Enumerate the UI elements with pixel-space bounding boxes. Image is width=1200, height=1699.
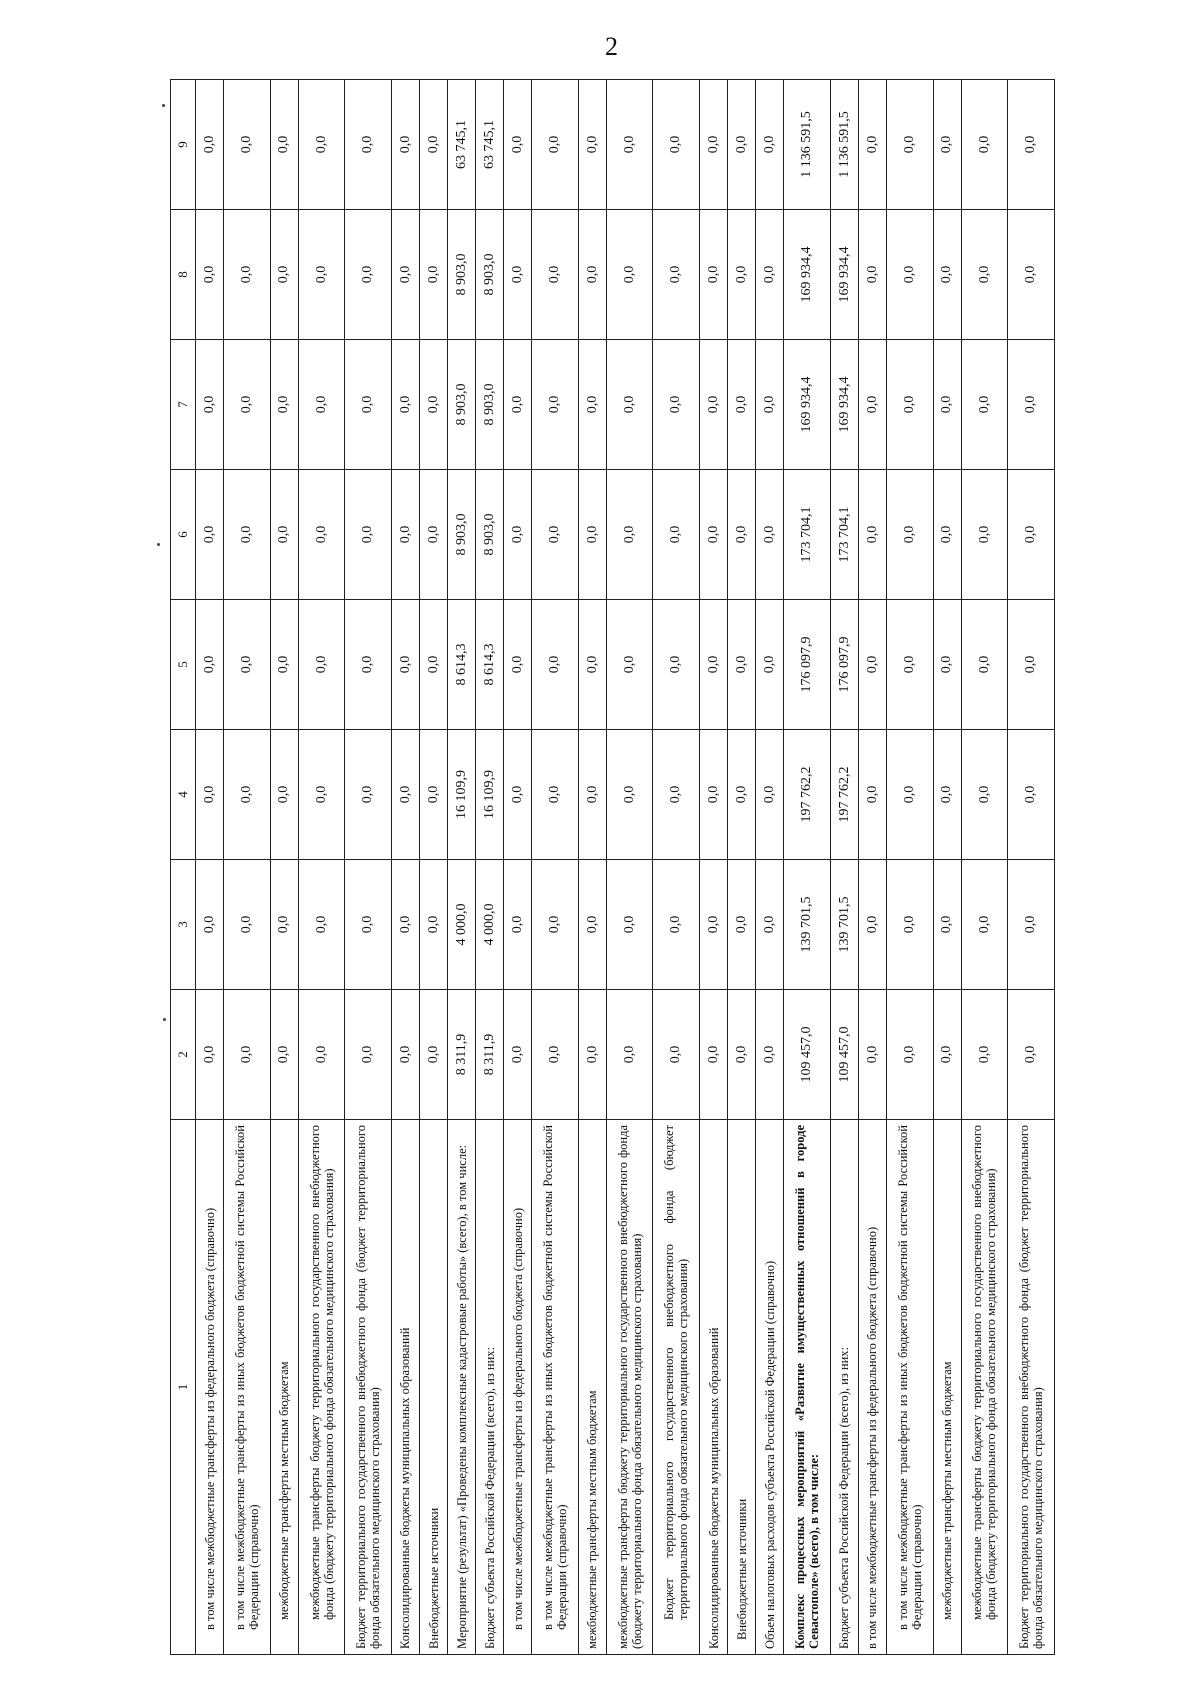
- table-row: [756, 80, 784, 1655]
- value-cell: 0,0: [578, 470, 606, 600]
- value-cell: 0,0: [653, 730, 700, 860]
- row-label-cell: межбюджетные трансферты бюджету территориального государственного внебюджетного фонда (бюджету территориального фонда обязательного медицинского страхования): [298, 1120, 345, 1655]
- value-cell: 0,0: [606, 860, 653, 990]
- value-cell: 0,0: [504, 340, 532, 470]
- row-label-cell: в том числе межбюджетные трансферты из иных бюджетов бюджетной системы Российской Федерации (справочно): [532, 1120, 579, 1655]
- header-cell: 6: [171, 470, 196, 600]
- table-row: [700, 80, 728, 1655]
- value-cell: 0,0: [961, 730, 1008, 860]
- row-label-cell: Бюджет субъекта Российской Федерации (всего), из них:: [476, 1120, 504, 1655]
- value-cell: 0,0: [886, 340, 933, 470]
- value-cell: 0,0: [532, 990, 579, 1120]
- value-cell: 0,0: [728, 990, 756, 1120]
- value-cell: 0,0: [933, 80, 961, 210]
- value-cell: 0,0: [933, 470, 961, 600]
- row-label-cell: в том числе межбюджетные трансферты из федерального бюджета (справочно): [504, 1120, 532, 1655]
- value-cell: 0,0: [858, 990, 886, 1120]
- table-row: [1008, 80, 1055, 1655]
- value-cell: 0,0: [578, 80, 606, 210]
- value-cell: 0,0: [961, 340, 1008, 470]
- value-cell: 0,0: [933, 860, 961, 990]
- value-cell: 0,0: [224, 210, 271, 340]
- value-cell: 0,0: [1008, 990, 1055, 1120]
- value-cell: 0,0: [270, 210, 298, 340]
- table-row: [298, 80, 345, 1655]
- value-cell: 0,0: [961, 860, 1008, 990]
- value-cell: 0,0: [391, 860, 419, 990]
- value-cell: 0,0: [224, 470, 271, 600]
- value-cell: 0,0: [270, 730, 298, 860]
- value-cell: 63 745,1: [476, 80, 504, 210]
- value-cell: 0,0: [933, 210, 961, 340]
- budget-table: [170, 79, 1055, 1655]
- value-cell: 169 934,4: [784, 210, 831, 340]
- value-cell: 0,0: [504, 600, 532, 730]
- row-label-cell: межбюджетные трансферты бюджету территориального государственного внебюджетного фонда (бюджету территориального фонда обязательного медицинского страхования): [606, 1120, 653, 1655]
- value-cell: 0,0: [653, 80, 700, 210]
- table-row: [858, 80, 886, 1655]
- row-label-cell: межбюджетные трансферты местным бюджетам: [270, 1120, 298, 1655]
- value-cell: 0,0: [532, 340, 579, 470]
- value-cell: 176 097,9: [830, 600, 858, 730]
- row-label-cell: Внебюджетные источники: [419, 1120, 447, 1655]
- value-cell: 0,0: [653, 990, 700, 1120]
- value-cell: 0,0: [270, 340, 298, 470]
- value-cell: 0,0: [700, 340, 728, 470]
- value-cell: 0,0: [504, 80, 532, 210]
- value-cell: 0,0: [345, 730, 392, 860]
- value-cell: 0,0: [578, 340, 606, 470]
- value-cell: 0,0: [961, 990, 1008, 1120]
- table-row: [830, 80, 858, 1655]
- value-cell: 0,0: [391, 730, 419, 860]
- value-cell: 0,0: [298, 730, 345, 860]
- value-cell: 0,0: [532, 210, 579, 340]
- value-cell: 0,0: [345, 340, 392, 470]
- value-cell: 0,0: [224, 730, 271, 860]
- value-cell: 8 903,0: [448, 470, 476, 600]
- value-cell: 0,0: [606, 600, 653, 730]
- table-row: [391, 80, 419, 1655]
- row-label-cell: Консолидированные бюджеты муниципальных образований: [700, 1120, 728, 1655]
- value-cell: 0,0: [419, 600, 447, 730]
- header-cell: 5: [171, 600, 196, 730]
- value-cell: 0,0: [756, 990, 784, 1120]
- row-label-cell: межбюджетные трансферты местным бюджетам: [933, 1120, 961, 1655]
- value-cell: 0,0: [858, 860, 886, 990]
- value-cell: 0,0: [578, 860, 606, 990]
- table-row: [448, 80, 476, 1655]
- row-label-cell: Бюджет территориального государственного внебюджетного фонда (бюджет территориального фонда обязательного медицинского страхования): [1008, 1120, 1055, 1655]
- value-cell: 0,0: [196, 470, 224, 600]
- table-row: [419, 80, 447, 1655]
- value-cell: 0,0: [886, 730, 933, 860]
- value-cell: 0,0: [886, 860, 933, 990]
- scan-speck: [157, 543, 160, 546]
- value-cell: 0,0: [933, 600, 961, 730]
- value-cell: 0,0: [728, 600, 756, 730]
- value-cell: 0,0: [224, 990, 271, 1120]
- value-cell: 8 614,3: [476, 600, 504, 730]
- value-cell: 0,0: [700, 210, 728, 340]
- scan-speck: [163, 1018, 166, 1021]
- value-cell: 109 457,0: [830, 990, 858, 1120]
- value-cell: 0,0: [270, 860, 298, 990]
- value-cell: 0,0: [224, 80, 271, 210]
- value-cell: 8 903,0: [476, 470, 504, 600]
- value-cell: 0,0: [532, 470, 579, 600]
- value-cell: 0,0: [700, 80, 728, 210]
- value-cell: 0,0: [700, 470, 728, 600]
- value-cell: 0,0: [728, 80, 756, 210]
- value-cell: 0,0: [504, 210, 532, 340]
- value-cell: 0,0: [1008, 80, 1055, 210]
- value-cell: 0,0: [578, 990, 606, 1120]
- value-cell: 0,0: [578, 730, 606, 860]
- row-label-cell: Бюджет территориального государственного внебюджетного фонда (бюджет территориального фонда обязательного медицинского страхования): [653, 1120, 700, 1655]
- value-cell: 0,0: [345, 990, 392, 1120]
- table-row: [578, 80, 606, 1655]
- value-cell: 0,0: [933, 730, 961, 860]
- value-cell: 0,0: [532, 730, 579, 860]
- value-cell: 139 701,5: [784, 860, 831, 990]
- value-cell: 0,0: [886, 80, 933, 210]
- value-cell: 0,0: [578, 210, 606, 340]
- row-label-cell: Бюджет субъекта Российской Федерации (всего), из них:: [830, 1120, 858, 1655]
- value-cell: 0,0: [196, 340, 224, 470]
- value-cell: 0,0: [270, 990, 298, 1120]
- value-cell: 139 701,5: [830, 860, 858, 990]
- value-cell: 0,0: [196, 600, 224, 730]
- header-cell: 7: [171, 340, 196, 470]
- row-label-cell: Внебюджетные источники: [728, 1120, 756, 1655]
- row-label-cell: в том числе межбюджетные трансферты из федерального бюджета (справочно): [196, 1120, 224, 1655]
- value-cell: 0,0: [532, 860, 579, 990]
- value-cell: 0,0: [728, 470, 756, 600]
- value-cell: 0,0: [270, 80, 298, 210]
- value-cell: 0,0: [345, 80, 392, 210]
- value-cell: 8 311,9: [476, 990, 504, 1120]
- row-label-cell: в том числе межбюджетные трансферты из иных бюджетов бюджетной системы Российской Федерации (справочно): [224, 1120, 271, 1655]
- table-row: [933, 80, 961, 1655]
- value-cell: 0,0: [728, 340, 756, 470]
- value-cell: 0,0: [756, 470, 784, 600]
- table-row: [784, 80, 831, 1655]
- value-cell: 16 109,9: [448, 730, 476, 860]
- value-cell: 0,0: [345, 860, 392, 990]
- table-row: [886, 80, 933, 1655]
- value-cell: 0,0: [653, 600, 700, 730]
- rotated-table-container: [170, 80, 1055, 1655]
- value-cell: 0,0: [419, 340, 447, 470]
- value-cell: 0,0: [653, 210, 700, 340]
- row-label-cell: межбюджетные трансферты бюджету территориального государственного внебюджетного фонда (бюджету территориального фонда обязательного медицинского страхования): [961, 1120, 1008, 1655]
- value-cell: 0,0: [653, 860, 700, 990]
- value-cell: 0,0: [504, 860, 532, 990]
- value-cell: 8 903,0: [448, 210, 476, 340]
- value-cell: 0,0: [224, 860, 271, 990]
- table-row: [196, 80, 224, 1655]
- value-cell: 173 704,1: [830, 470, 858, 600]
- table-row: [728, 80, 756, 1655]
- value-cell: 0,0: [606, 210, 653, 340]
- value-cell: 0,0: [756, 600, 784, 730]
- header-cell: 3: [171, 860, 196, 990]
- value-cell: 0,0: [391, 470, 419, 600]
- value-cell: 0,0: [391, 990, 419, 1120]
- row-label-cell: Мероприятие (результат) «Проведены комплексные кадастровые работы» (всего), в том числе:: [448, 1120, 476, 1655]
- value-cell: 0,0: [298, 990, 345, 1120]
- value-cell: 0,0: [419, 730, 447, 860]
- value-cell: 0,0: [653, 470, 700, 600]
- value-cell: 0,0: [756, 730, 784, 860]
- table-row: [224, 80, 271, 1655]
- value-cell: 0,0: [504, 730, 532, 860]
- value-cell: 0,0: [700, 990, 728, 1120]
- value-cell: 0,0: [419, 210, 447, 340]
- header-cell: 4: [171, 730, 196, 860]
- value-cell: 1 136 591,5: [830, 80, 858, 210]
- value-cell: 169 934,4: [784, 340, 831, 470]
- value-cell: 0,0: [858, 80, 886, 210]
- value-cell: 0,0: [419, 990, 447, 1120]
- value-cell: 0,0: [1008, 470, 1055, 600]
- value-cell: 16 109,9: [476, 730, 504, 860]
- table-row: [532, 80, 579, 1655]
- value-cell: 0,0: [728, 860, 756, 990]
- value-cell: 0,0: [858, 470, 886, 600]
- value-cell: 0,0: [961, 600, 1008, 730]
- value-cell: 0,0: [1008, 730, 1055, 860]
- value-cell: 0,0: [298, 80, 345, 210]
- value-cell: 4 000,0: [448, 860, 476, 990]
- value-cell: 0,0: [419, 860, 447, 990]
- row-label-cell: Бюджет территориального государственного внебюджетного фонда (бюджет территориального фонда обязательного медицинского страхования): [345, 1120, 392, 1655]
- value-cell: 8 903,0: [448, 340, 476, 470]
- value-cell: 0,0: [728, 210, 756, 340]
- value-cell: 197 762,2: [830, 730, 858, 860]
- value-cell: 0,0: [606, 730, 653, 860]
- value-cell: 8 614,3: [448, 600, 476, 730]
- value-cell: 169 934,4: [830, 210, 858, 340]
- value-cell: 0,0: [606, 470, 653, 600]
- value-cell: 0,0: [1008, 860, 1055, 990]
- value-cell: 0,0: [504, 990, 532, 1120]
- value-cell: 0,0: [270, 600, 298, 730]
- value-cell: 0,0: [391, 210, 419, 340]
- value-cell: 176 097,9: [784, 600, 831, 730]
- value-cell: 0,0: [961, 470, 1008, 600]
- table-row: [606, 80, 653, 1655]
- value-cell: 8 311,9: [448, 990, 476, 1120]
- value-cell: 0,0: [886, 600, 933, 730]
- value-cell: 0,0: [933, 340, 961, 470]
- value-cell: 0,0: [886, 990, 933, 1120]
- row-label-cell: Консолидированные бюджеты муниципальных образований: [391, 1120, 419, 1655]
- value-cell: 0,0: [298, 860, 345, 990]
- value-cell: 0,0: [196, 860, 224, 990]
- value-cell: 0,0: [224, 340, 271, 470]
- value-cell: 0,0: [961, 80, 1008, 210]
- value-cell: 0,0: [700, 730, 728, 860]
- value-cell: 0,0: [756, 80, 784, 210]
- row-label-cell: Объем налоговых расходов субъекта Российской Федерации (справочно): [756, 1120, 784, 1655]
- value-cell: 0,0: [391, 340, 419, 470]
- table-row: [653, 80, 700, 1655]
- value-cell: 197 762,2: [784, 730, 831, 860]
- value-cell: 0,0: [858, 210, 886, 340]
- header-cell: 1: [171, 1120, 196, 1655]
- value-cell: 169 934,4: [830, 340, 858, 470]
- value-cell: 0,0: [858, 730, 886, 860]
- value-cell: 0,0: [858, 340, 886, 470]
- value-cell: 8 903,0: [476, 340, 504, 470]
- value-cell: 0,0: [700, 600, 728, 730]
- value-cell: 0,0: [196, 990, 224, 1120]
- table-row: [345, 80, 392, 1655]
- value-cell: 0,0: [606, 340, 653, 470]
- value-cell: 0,0: [270, 470, 298, 600]
- value-cell: 0,0: [886, 470, 933, 600]
- row-label-cell: межбюджетные трансферты местным бюджетам: [578, 1120, 606, 1655]
- value-cell: 0,0: [532, 80, 579, 210]
- value-cell: 0,0: [700, 860, 728, 990]
- value-cell: 0,0: [345, 470, 392, 600]
- value-cell: 109 457,0: [784, 990, 831, 1120]
- table-header-row: [171, 80, 196, 1655]
- value-cell: 0,0: [196, 80, 224, 210]
- value-cell: 0,0: [298, 470, 345, 600]
- value-cell: 0,0: [1008, 210, 1055, 340]
- value-cell: 0,0: [858, 600, 886, 730]
- value-cell: 0,0: [756, 210, 784, 340]
- header-cell: 9: [171, 80, 196, 210]
- value-cell: 0,0: [532, 600, 579, 730]
- row-label-cell: Комплекс процессных мероприятий «Развитие имущественных отношений в городе Севастополе» (всего), в том числе:: [784, 1120, 831, 1655]
- value-cell: 0,0: [606, 990, 653, 1120]
- value-cell: 8 903,0: [476, 210, 504, 340]
- value-cell: 0,0: [345, 210, 392, 340]
- value-cell: 0,0: [419, 470, 447, 600]
- table-row: [476, 80, 504, 1655]
- value-cell: 0,0: [756, 860, 784, 990]
- scan-speck: [162, 104, 165, 107]
- table-row: [270, 80, 298, 1655]
- value-cell: 0,0: [961, 210, 1008, 340]
- value-cell: 0,0: [653, 340, 700, 470]
- value-cell: 0,0: [578, 600, 606, 730]
- value-cell: 0,0: [391, 600, 419, 730]
- value-cell: 173 704,1: [784, 470, 831, 600]
- value-cell: 0,0: [504, 470, 532, 600]
- value-cell: 0,0: [298, 340, 345, 470]
- value-cell: 0,0: [728, 730, 756, 860]
- row-label-cell: в том числе межбюджетные трансферты из федерального бюджета (справочно): [858, 1120, 886, 1655]
- page-number: 2: [605, 32, 618, 61]
- value-cell: 4 000,0: [476, 860, 504, 990]
- row-label-cell: в том числе межбюджетные трансферты из иных бюджетов бюджетной системы Российской Федерации (справочно): [886, 1120, 933, 1655]
- value-cell: 0,0: [196, 210, 224, 340]
- value-cell: 0,0: [756, 340, 784, 470]
- value-cell: 0,0: [419, 80, 447, 210]
- value-cell: 0,0: [298, 210, 345, 340]
- value-cell: 0,0: [1008, 340, 1055, 470]
- value-cell: 0,0: [345, 600, 392, 730]
- value-cell: 0,0: [886, 210, 933, 340]
- header-cell: 8: [171, 210, 196, 340]
- value-cell: 0,0: [391, 80, 419, 210]
- value-cell: 0,0: [606, 80, 653, 210]
- value-cell: 1 136 591,5: [784, 80, 831, 210]
- table-body: [196, 80, 1055, 1655]
- value-cell: 0,0: [298, 600, 345, 730]
- value-cell: 0,0: [196, 730, 224, 860]
- table-row: [504, 80, 532, 1655]
- value-cell: 0,0: [224, 600, 271, 730]
- table-row: [961, 80, 1008, 1655]
- header-cell: 2: [171, 990, 196, 1120]
- value-cell: 0,0: [933, 990, 961, 1120]
- value-cell: 0,0: [1008, 600, 1055, 730]
- value-cell: 63 745,1: [448, 80, 476, 210]
